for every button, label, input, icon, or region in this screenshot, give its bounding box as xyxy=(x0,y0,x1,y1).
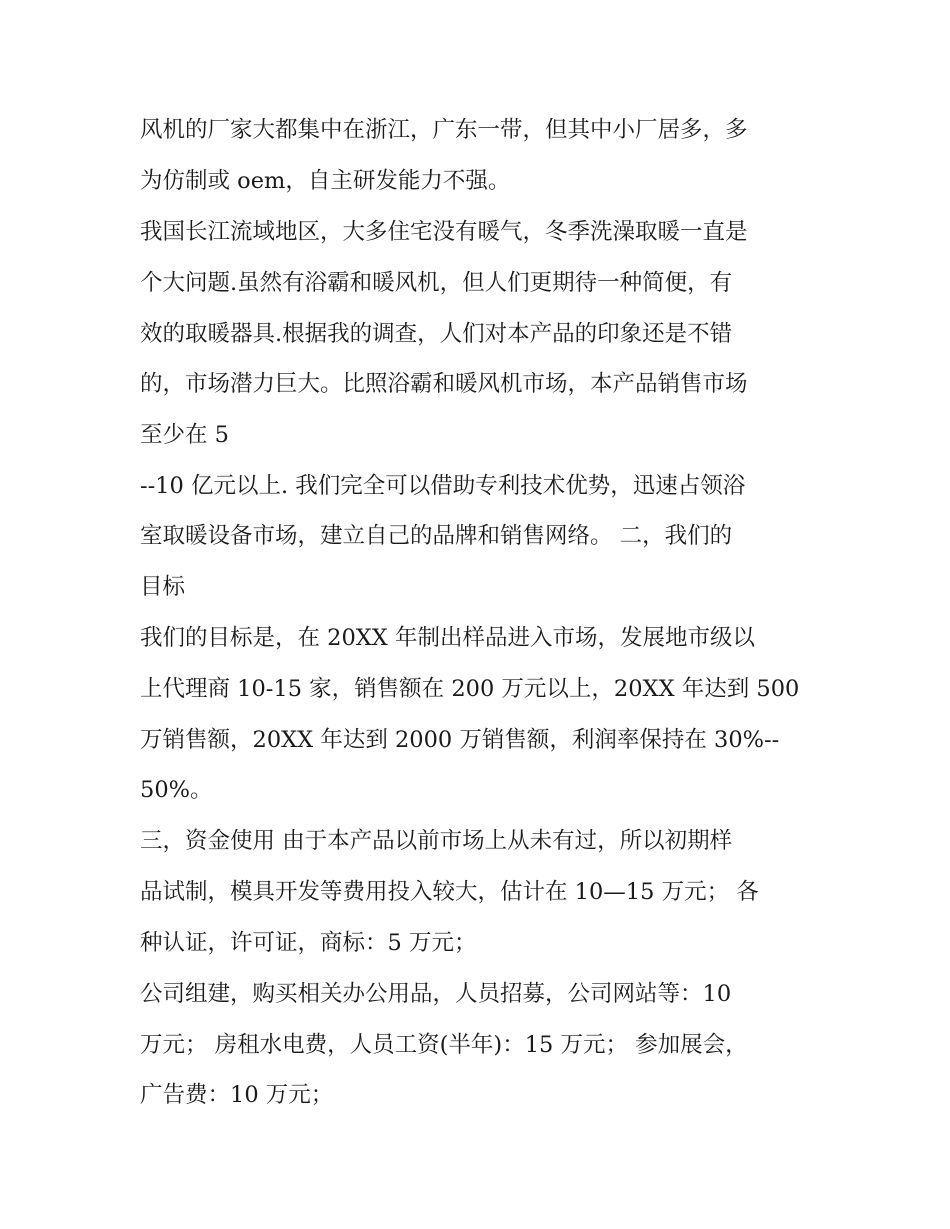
text-line: 室取暖设备市场，建立自己的品牌和销售网络。 二，我们的 xyxy=(140,523,733,549)
text-line: 我国长江流域地区，大多住宅没有暖气，冬季洗澡取暖一直是 xyxy=(140,219,748,245)
text-line: 上代理商 10-15 家，销售额在 200 万元以上，20XX 年达到 500 xyxy=(140,676,800,702)
text-line: 万元； 房租水电费，人员工资(半年)：15 万元； 参加展会， xyxy=(140,1032,748,1058)
text-line: 50%。 xyxy=(140,777,213,803)
text-line: 万销售额，20XX 年达到 2000 万销售额，利润率保持在 30%-- xyxy=(140,727,780,753)
text-line: 广告费：10 万元； xyxy=(140,1082,334,1108)
text-line: 个大问题.虽然有浴霸和暖风机，但人们更期待一种简便，有 xyxy=(140,270,733,296)
text-line: 效的取暖器具.根据我的调查，人们对本产品的印象还是不错 xyxy=(140,321,733,347)
text-line: 为仿制或 oem，自主研发能力不强。 xyxy=(140,168,511,194)
text-line: 至少在 5 xyxy=(140,422,229,448)
text-line: --10 亿元以上. 我们完全可以借助专利技术优势，迅速占领浴 xyxy=(140,473,746,499)
text-line: 目标 xyxy=(140,574,186,600)
text-line: 种认证，许可证，商标：5 万元； xyxy=(140,930,477,956)
text-line: 三，资金使用 由于本产品以前市场上从未有过，所以初期样 xyxy=(140,828,733,854)
text-line: 的，市场潜力巨大。比照浴霸和暖风机市场，本产品销售市场 xyxy=(140,371,748,397)
text-line: 我们的目标是，在 20XX 年制出样品进入市场，发展地市级以 xyxy=(140,625,755,651)
text-line: 公司组建，购买相关办公用品，人员招募，公司网站等：10 xyxy=(140,981,732,1007)
text-line: 风机的厂家大都集中在浙江，广东一带，但其中小厂居多，多 xyxy=(140,117,748,143)
text-line: 品试制，模具开发等费用投入较大，估计在 10—15 万元； 各 xyxy=(140,879,759,905)
